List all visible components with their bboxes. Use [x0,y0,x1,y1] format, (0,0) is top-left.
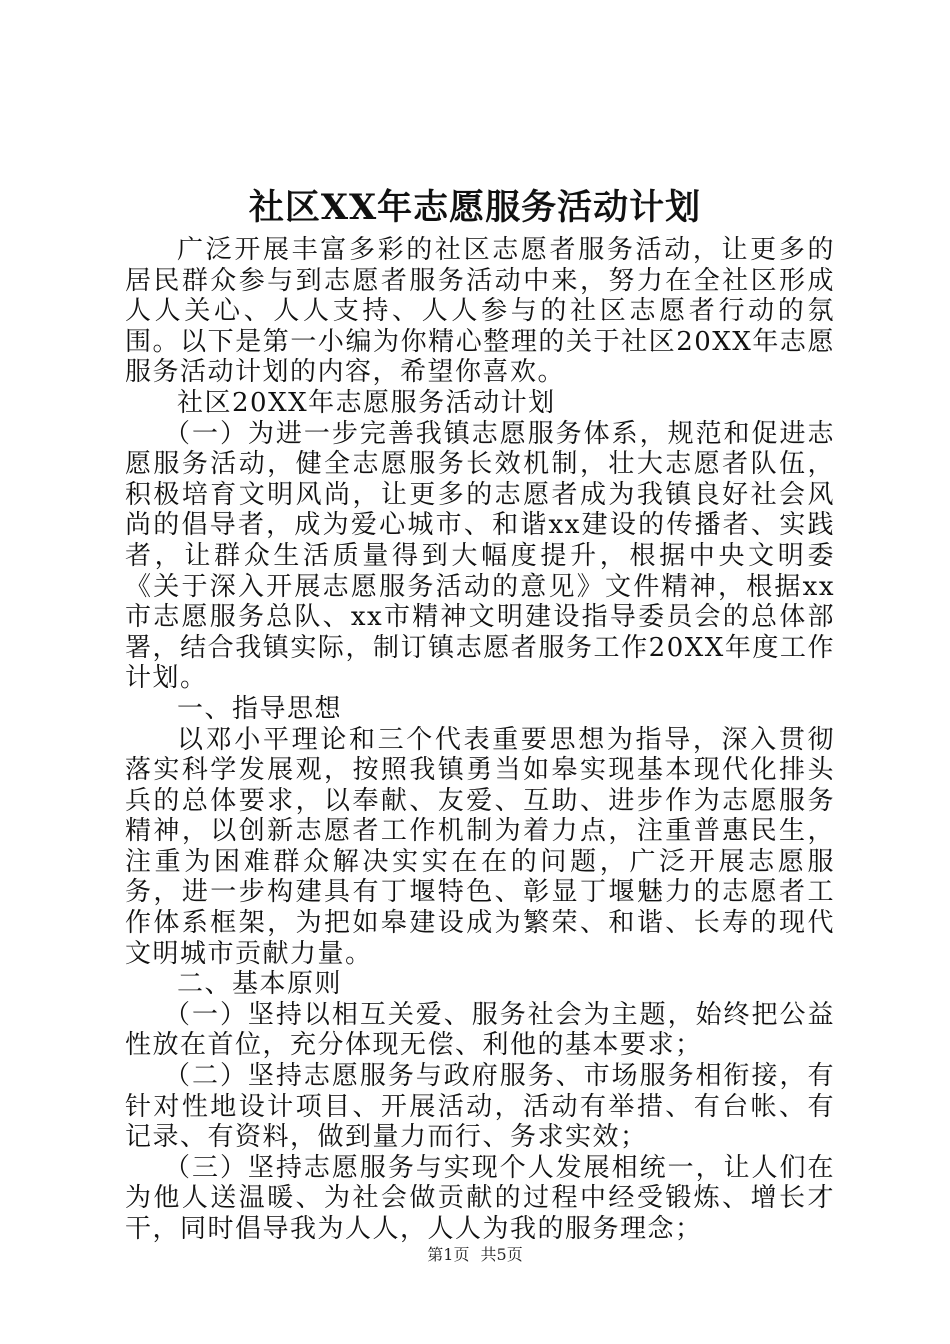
principle-1-paragraph: （一）坚持以相互关爱、服务社会为主题，始终把公益性放在首位，充分体现无偿、利他的基本要求； [125,999,835,1061]
page-total: 共5页 [480,1245,523,1264]
principle-3-paragraph: （三）坚持志愿服务与实现个人发展相统一，让人们在为他人送温暖、为社会做贡献的过程中经受锻炼、增长才干，同时倡导我为人人，人人为我的服务理念； [125,1152,835,1244]
document-body [125,235,835,1245]
guiding-ideology-paragraph: 以邓小平理论和三个代表重要思想为指导，深入贯彻落实科学发展观，按照我镇勇当如皋实现基本现代化排头兵的总体要求，以奉献、友爱、互助、进步作为志愿服务精神，以创新志愿者工作机制为着力点，注重普惠民生，注重为困难群众解决实实在在的问题，广泛开展志愿服务，进一步构建具有丁堰特色、彰显丁堰魅力的志愿者工作体系框架，为把如皋建设成为繁荣、和谐、长寿的现代文明城市贡献力量。 [125,724,835,969]
principle-2-paragraph: （二）坚持志愿服务与政府服务、市场服务相衔接，有针对性地设计项目、开展活动，活动有举措、有台帐、有记录、有资料，做到量力而行、务求实效； [125,1061,835,1153]
document-title: 社区XX年志愿服务活动计划 [248,187,702,228]
section-heading-guiding-ideology: 一、指导思想 [177,693,343,724]
section-heading-basic-principles: 二、基本原则 [177,969,343,1000]
page-footer [0,1245,950,1265]
intro-paragraph: 广泛开展丰富多彩的社区志愿者服务活动，让更多的居民群众参与到志愿者服务活动中来，努力在全社区形成人人关心、人人支持、人人参与的社区志愿者行动的氛围。以下是第一小编为你精心整理的关于社区20XX年志愿服务活动计划的内容，希望你喜欢。 [125,235,835,388]
page-number: 第1页 [427,1245,470,1264]
subtitle-line: 社区20XX年志愿服务活动计划 [177,387,556,418]
purpose-paragraph: （一）为进一步完善我镇志愿服务体系，规范和促进志愿服务活动，健全志愿服务长效机制，壮大志愿者队伍，积极培育文明风尚，让更多的志愿者成为我镇良好社会风尚的倡导者，成为爱心城市、和谐xx建设的传播者、实践者，让群众生活质量得到大幅度提升，根据中央文明委《关于深入开展志愿服务活动的意见》文件精神，根据xx市志愿服务总队、xx市精神文明建设指导委员会的总体部署，结合我镇实际，制订镇志愿者服务工作20XX年度工作计划。 [125,418,835,694]
